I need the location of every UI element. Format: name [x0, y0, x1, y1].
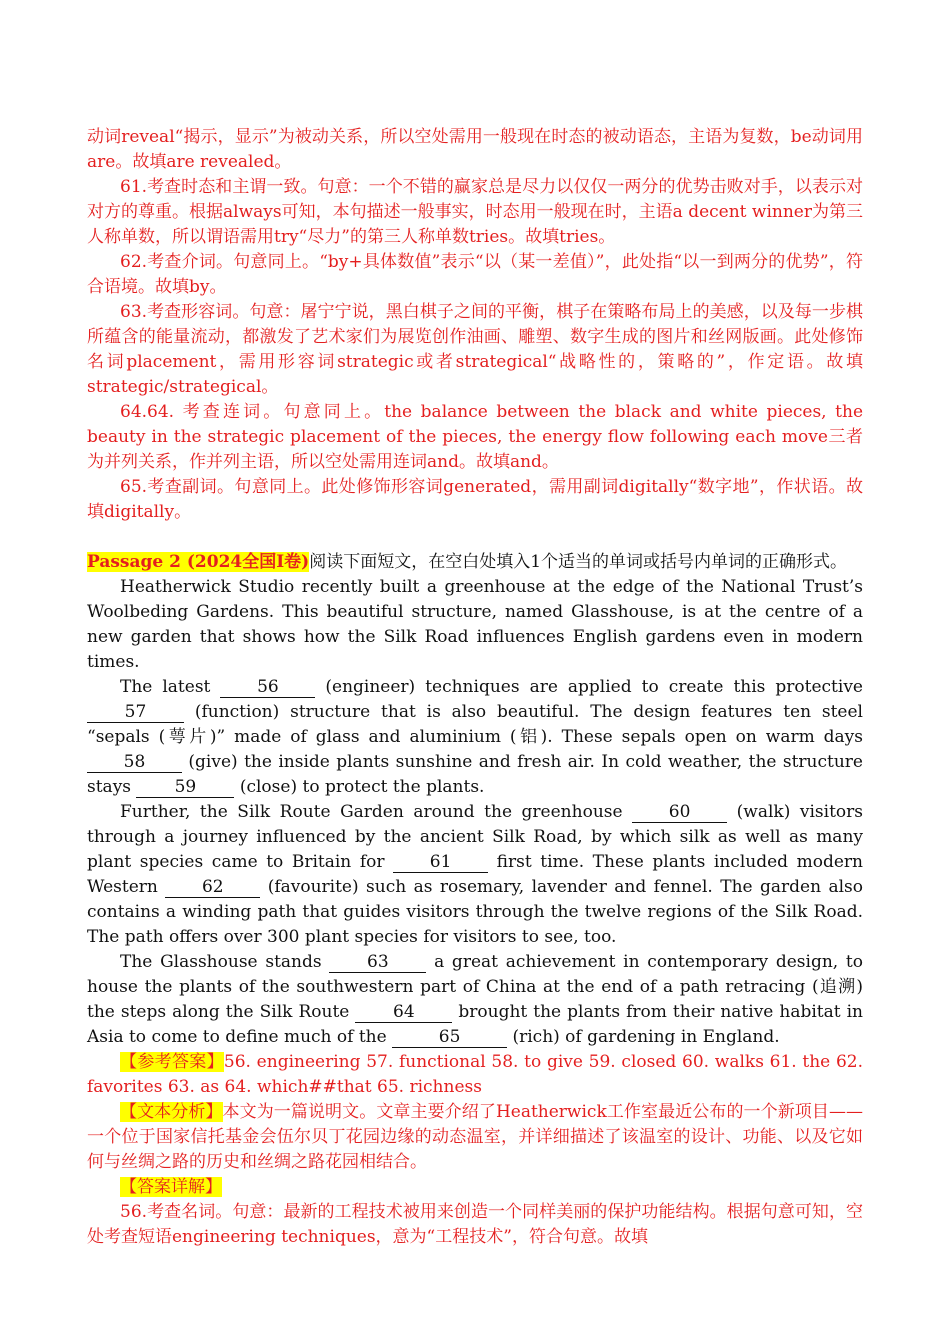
- text-analysis-label: 【文本分析】: [120, 1102, 223, 1122]
- analysis-65: 65.考查副词。句意同上。此处修饰形容词generated，需用副词digitally“数字地”，作状语。故填digitally。: [87, 477, 863, 522]
- analysis-64: 64.64. 考查连词。句意同上。the balance between the black and white pieces, the beauty in the strategic placement of the pieces, the energy flow following each move三者为并列关系，作并列主语，所以空处需用连词and。故填and。: [87, 402, 863, 472]
- blank-60: 60: [632, 803, 727, 823]
- passage-instruction: 阅读下面短文，在空白处填入1个适当的单词或括号内单词的正确形式。: [309, 552, 848, 572]
- analysis-62: 62.考查介词。句意同上。“by+具体数值”表示“以（某一差值）”，此处指“以一到两分的优势”，符合语境。故填by。: [87, 252, 863, 297]
- analysis-61: 61.考查时态和主谓一致。句意：一个不错的赢家总是尽力以仅仅一两分的优势击败对手，以表示对对方的尊重。根据always可知，本句描述一般事实，时态用一般现在时，主语a decent winner为第三人称单数，所以谓语需用try“尽力”的第三人称单数tries。故填tries。: [87, 177, 863, 247]
- answer-detail-heading: [87, 1175, 863, 1200]
- blank-63: 63: [329, 953, 426, 973]
- analysis-63: 63.考查形容词。句意：屠宁宁说，黑白棋子之间的平衡，棋子在策略布局上的美感，以及每一步棋所蕴含的能量流动，都激发了艺术家们为展览创作油画、雕塑、数字生成的图片和丝网版画。此处修饰名词placement，需用形容词strategic或者strategical“战略性的，策略的”，作定语。故填strategic/strategical。: [87, 302, 863, 397]
- paragraph-text: first time. These plants included modern Western: [87, 852, 863, 897]
- paragraph-text: (engineer) techniques are applied to create this protective: [315, 677, 863, 697]
- passage-paragraph-3: [87, 800, 863, 950]
- paragraph-text: (rich) of gardening in England.: [507, 1027, 780, 1047]
- reference-answers-label: 【参考答案】: [120, 1052, 224, 1072]
- paragraph-text: (walk) visitors through a journey influenced by the ancient Silk Road, by which silk as well as many plant species came to Britain for: [87, 802, 863, 872]
- blank-65: 65: [392, 1028, 507, 1048]
- blank-61: 61: [393, 853, 488, 873]
- blank-58: 58: [87, 753, 182, 773]
- paragraph-text: Further, the Silk Route Garden around the greenhouse: [120, 802, 633, 822]
- analysis-60-continued: 动词reveal“揭示，显示”为被动关系，所以空处需用一般现在时态的被动语态，主语为复数，be动词用are。故填are revealed。: [87, 127, 863, 172]
- passage-header: [87, 550, 863, 575]
- paragraph-text: (close) to protect the plants.: [234, 777, 485, 797]
- text-analysis-text: 本文为一篇说明文。文章主要介绍了Heatherwick工作室最近公布的一个新项目——一个位于国家信托基金会伍尔贝丁花园边缘的动态温室，并详细描述了该温室的设计、功能、以及它如何与丝绸之路的历史和丝绸之路花园相结合。: [87, 1102, 863, 1172]
- text-analysis: [87, 1100, 863, 1175]
- paragraph-text: (function) structure that is also beautiful. The design features ten steel “sepals (萼片)” made of glass and aluminium (铝). These sepals open on warm days: [87, 702, 863, 747]
- paragraph-text: (favourite) such as rosemary, lavender and fennel. The garden also contains a winding path that guides visitors through the twelve regions of the Silk Road. The path offers over 300 plant species for visitors to see, too.: [87, 877, 863, 947]
- answer-detail-56: 56.考查名词。句意：最新的工程技术被用来创造一个同样美丽的保护功能结构。根据句意可知，空处考查短语engineering techniques，意为“工程技术”，符合句意。故填: [87, 1202, 863, 1247]
- blank-59: 59: [136, 778, 234, 798]
- passage-title: Passage 2 (2024全国I卷): [87, 552, 310, 572]
- section-spacer: [87, 525, 863, 550]
- document-content: [87, 125, 863, 1250]
- blank-62: 62: [165, 878, 260, 898]
- paragraph-text: brought the plants from their native habitat in Asia to come to define much of the: [87, 1002, 863, 1047]
- paragraph-text: The Glasshouse stands: [120, 952, 330, 972]
- reference-answers-text: 56. engineering 57. functional 58. to give 59. closed 60. walks 61. the 62. favorites 63. as 64. which##that 65. richness: [87, 1052, 863, 1097]
- passage-paragraph-1: Heatherwick Studio recently built a greenhouse at the edge of the National Trust’s Woolbeding Gardens. This beautiful structure, named Glasshouse, is at the centre of a new garden that shows how the Silk Road influences English gardens even in modern times.: [87, 577, 863, 672]
- passage-paragraph-2: [87, 675, 863, 800]
- paragraph-text: (give) the inside plants sunshine and fresh air. In cold weather, the structure stays: [87, 752, 863, 797]
- reference-answers: [87, 1050, 863, 1100]
- paragraph-text: The latest: [120, 677, 221, 697]
- blank-57: 57: [87, 703, 184, 723]
- answer-detail-label: 【答案详解】: [120, 1177, 222, 1197]
- blank-64: 64: [355, 1003, 452, 1023]
- passage-paragraph-4: [87, 950, 863, 1050]
- paragraph-text: a great achievement in contemporary design, to house the plants of the southwestern part of China at the end of a path retracing (追溯) the steps along the Silk Route: [87, 952, 864, 1022]
- blank-56: 56: [220, 678, 315, 698]
